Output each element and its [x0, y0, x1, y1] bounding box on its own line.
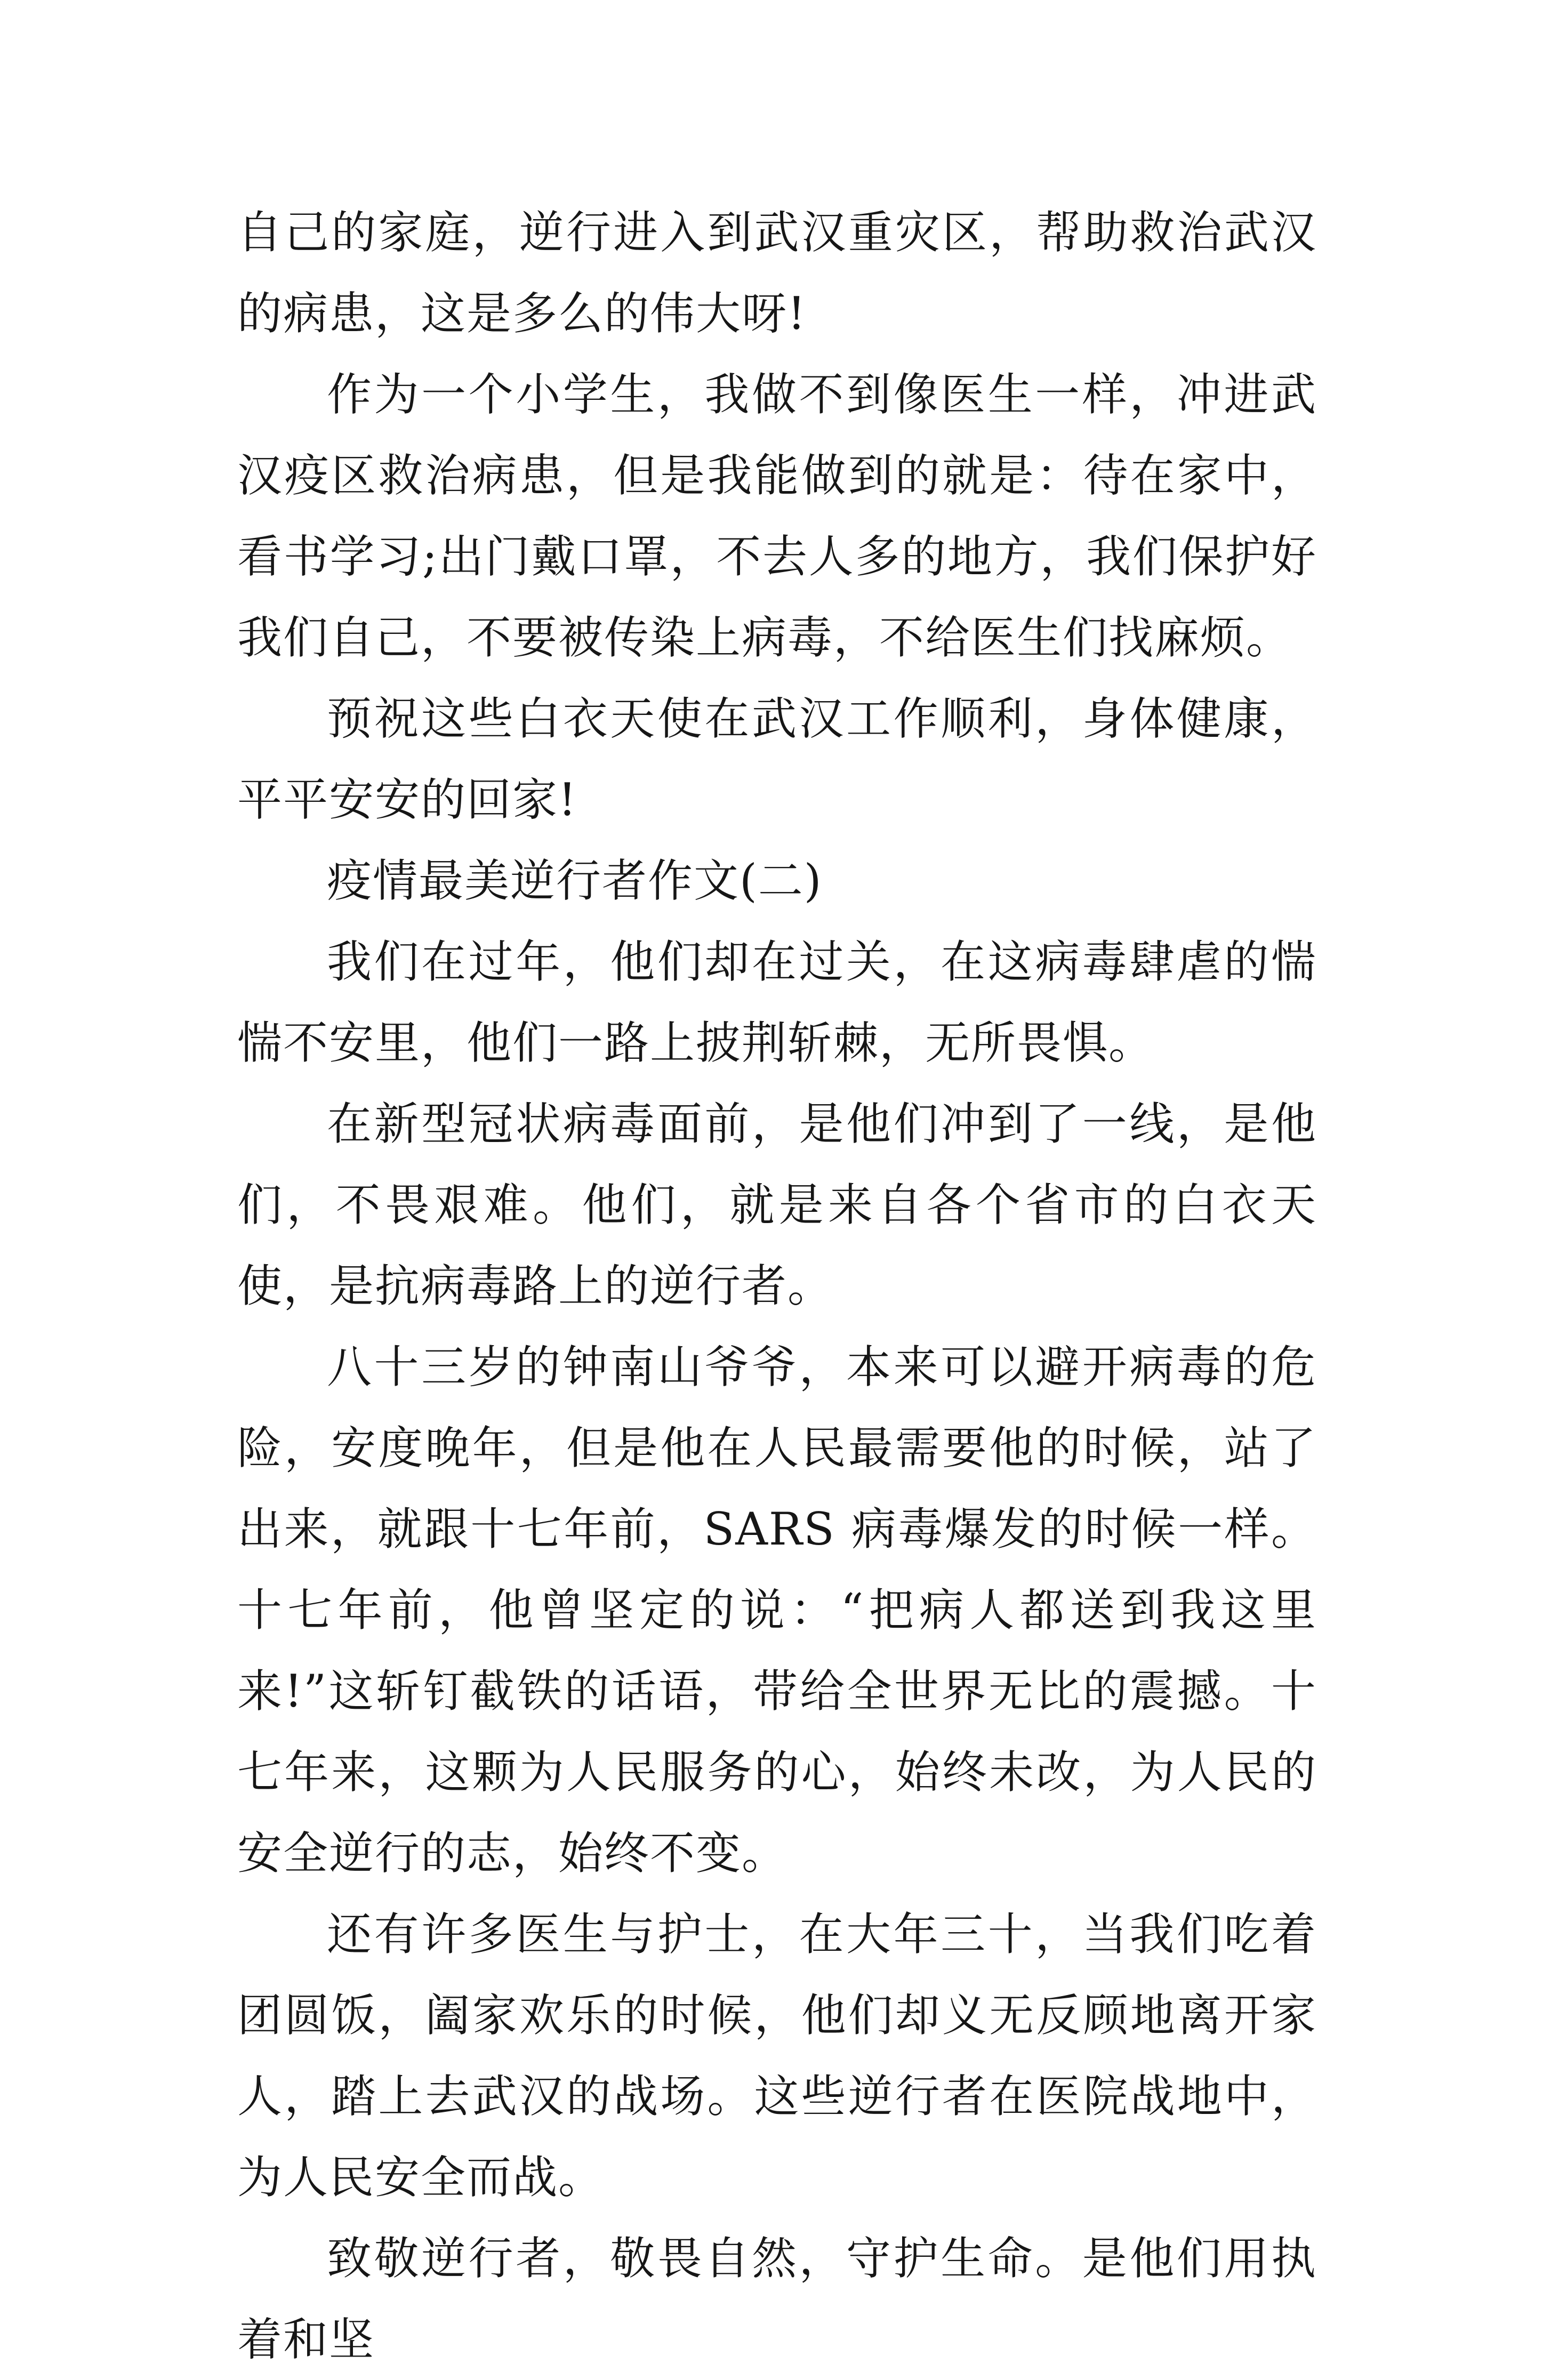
essay-body [237, 192, 1317, 2380]
paragraph-6: 八十三岁的钟南山爷爷，本来可以避开病毒的危险，安度晚年，但是他在人民最需要他的时候，站了出来，就跟十七年前，SARS 病毒爆发的时候一样。十七年前，他曾坚定的说：“把病人都送到我这里来!”这斩钉截铁的话语，带给全世界无比的震撼。十七年来，这颗为人民服务的心，始终未改，为人民的安全逆行的志，始终不变。 [237, 1341, 1317, 1879]
paragraph-7: 还有许多医生与护士，在大年三十，当我们吃着团圆饭，阖家欢乐的时候，他们却义无反顾地离开家人，踏上去武汉的战场。这些逆行者在医院战地中，为人民安全而战。 [237, 1908, 1317, 2204]
paragraph-1: 自己的家庭，逆行进入到武汉重灾区，帮助救治武汉的病患，这是多么的伟大呀! [237, 206, 1317, 340]
paragraph-2: 作为一个小学生，我做不到像医生一样，冲进武汉疫区救治病患，但是我能做到的就是：待在家中，看书学习;出门戴口罩，不去人多的地方，我们保护好我们自己，不要被传染上病毒，不给医生们找麻烦。 [237, 368, 1317, 664]
paragraph-8: 致敬逆行者，敬畏自然，守护生命。是他们用执着和坚 [237, 2232, 1317, 2366]
paragraph-4: 我们在过年，他们却在过关，在这病毒肆虐的惴惴不安里，他们一路上披荆斩棘，无所畏惧。 [237, 936, 1317, 1069]
paragraph-3: 预祝这些白衣天使在武汉工作顺利，身体健康，平平安安的回家! [237, 693, 1317, 826]
section-heading: 疫情最美逆行者作文(二) [327, 855, 823, 907]
paragraph-5: 在新型冠状病毒面前，是他们冲到了一线，是他们，不畏艰难。他们，就是来自各个省市的白衣天使，是抗病毒路上的逆行者。 [237, 1098, 1317, 1312]
